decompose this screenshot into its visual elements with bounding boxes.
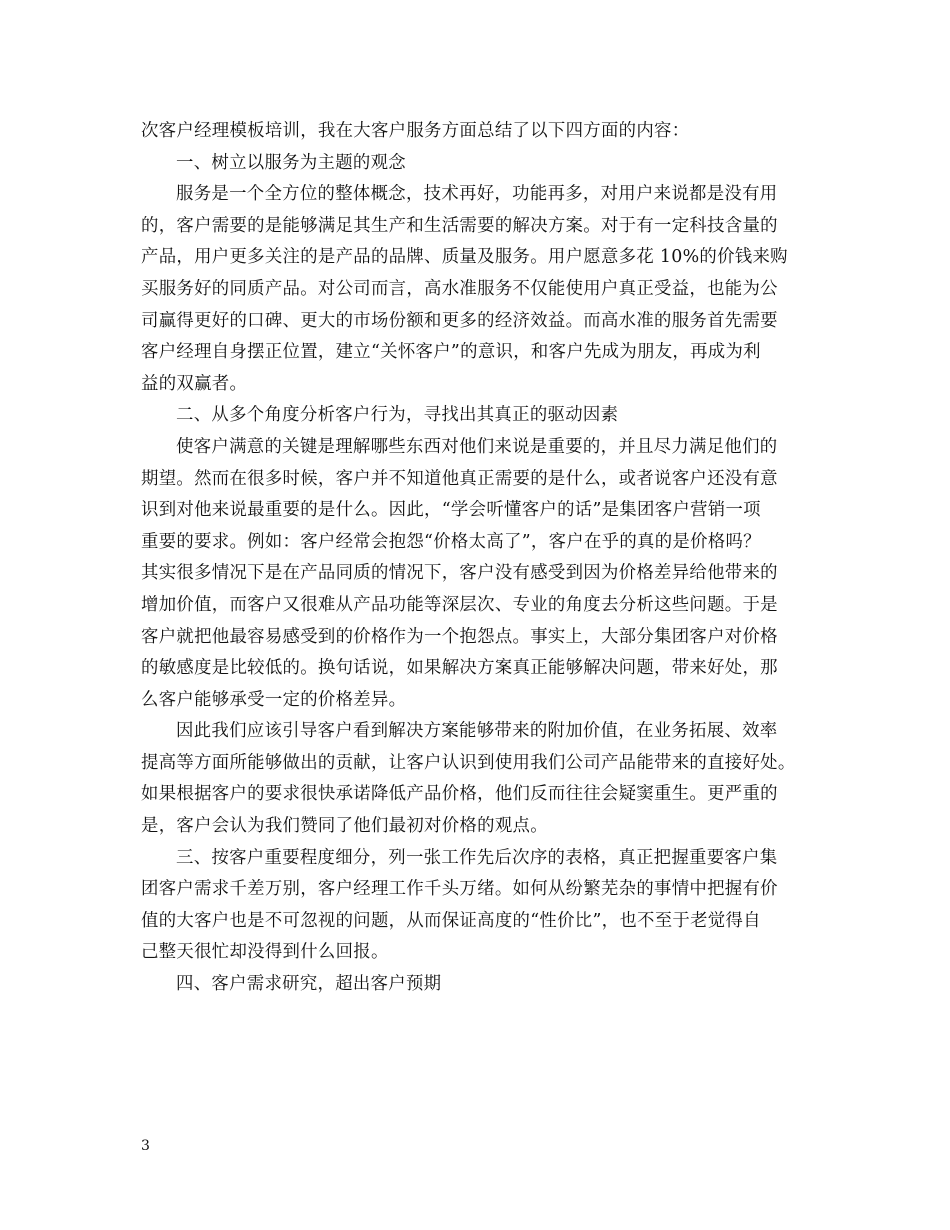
text-line: 其实很多情况下是在产品同质的情况下，客户没有感受到因为价格差异给他带来的 (141, 563, 778, 584)
text-line: 己整天很忙却没得到什么回报。 (141, 942, 389, 963)
text-line: 因此我们应该引导客户看到解决方案能够带来的附加价值，在业务拓展、效率 (176, 721, 778, 742)
text-line: 重要的要求。例如：客户经常会抱怨“价格太高了”，客户在乎的真的是价格吗？ (141, 531, 761, 552)
text-line: 是，客户会认为我们赞同了他们最初对价格的观点。 (141, 816, 548, 837)
text-line: 一、树立以服务为主题的观念 (176, 152, 406, 173)
text-line: 团客户需求千差万别，客户经理工作千头万绪。如何从纷繁芜杂的事情中把握有价 (141, 879, 778, 900)
text-line: 二、从多个角度分析客户行为，寻找出其真正的驱动因素 (176, 405, 619, 426)
text-line: 的，客户需要的是能够满足其生产和生活需要的解决方案。对于有一定科技含量的 (141, 215, 778, 236)
text-line: 客户就把他最容易感受到的价格作为一个抱怨点。事实上，大部分集团客户对价格 (141, 626, 778, 647)
text-line: 增加价值，而客户又很难从产品功能等深层次、专业的角度去分析这些问题。于是 (141, 594, 778, 615)
text-line: 益的双赢者。 (141, 373, 248, 394)
text-line: 三、按客户重要程度细分，列一张工作先后次序的表格，真正把握重要客户集 (176, 847, 778, 868)
body-text (141, 116, 825, 1001)
text-line: 次客户经理模板培训，我在大客户服务方面总结了以下四方面的内容： (141, 121, 690, 141)
text-line: 期望。然而在很多时候，客户并不知道他真正需要的是什么，或者说客户还没有意 (141, 468, 778, 489)
text-line: 使客户满意的关键是理解哪些东西对他们来说是重要的，并且尽力满足他们的 (176, 436, 778, 457)
text-line: 司赢得更好的口碑、更大的市场份额和更多的经济效益。而高水准的服务首先需要 (141, 310, 778, 331)
text-line: 么客户能够承受一定的价格差异。 (141, 689, 407, 710)
text-line: 客户经理自身摆正位置，建立“关怀客户”的意识，和客户先成为朋友，再成为利 (141, 342, 761, 363)
text-line: 值的大客户也是不可忽视的问题，从而保证高度的“性价比”，也不至于老觉得自 (141, 910, 761, 931)
text-line: 买服务好的同质产品。对公司而言，高水准服务不仅能使用户真正受益，也能为公 (141, 278, 778, 299)
text-line: 提高等方面所能够做出的贡献，让客户认识到使用我们公司产品能带来的直接好处。 (141, 752, 796, 773)
text-line: 的敏感度是比较低的。换句话说，如果解决方案真正能够解决问题，带来好处，那 (141, 658, 778, 679)
text-line: 产品，用户更多关注的是产品的品牌、质量及服务。用户愿意多花 10%的价钱来购 (141, 247, 788, 268)
text-line: 服务是一个全方位的整体概念，技术再好，功能再多，对用户来说都是没有用 (176, 184, 778, 205)
page-number: 3 (141, 1138, 150, 1154)
text-line: 如果根据客户的要求很快承诺降低产品价格，他们反而往往会疑窦重生。更严重的 (141, 784, 778, 805)
text-line: 识到对他来说最重要的是什么。因此，“学会听懂客户的话”是集团客户营销一项 (141, 500, 761, 521)
text-line: 四、客户需求研究，超出客户预期 (176, 974, 442, 995)
